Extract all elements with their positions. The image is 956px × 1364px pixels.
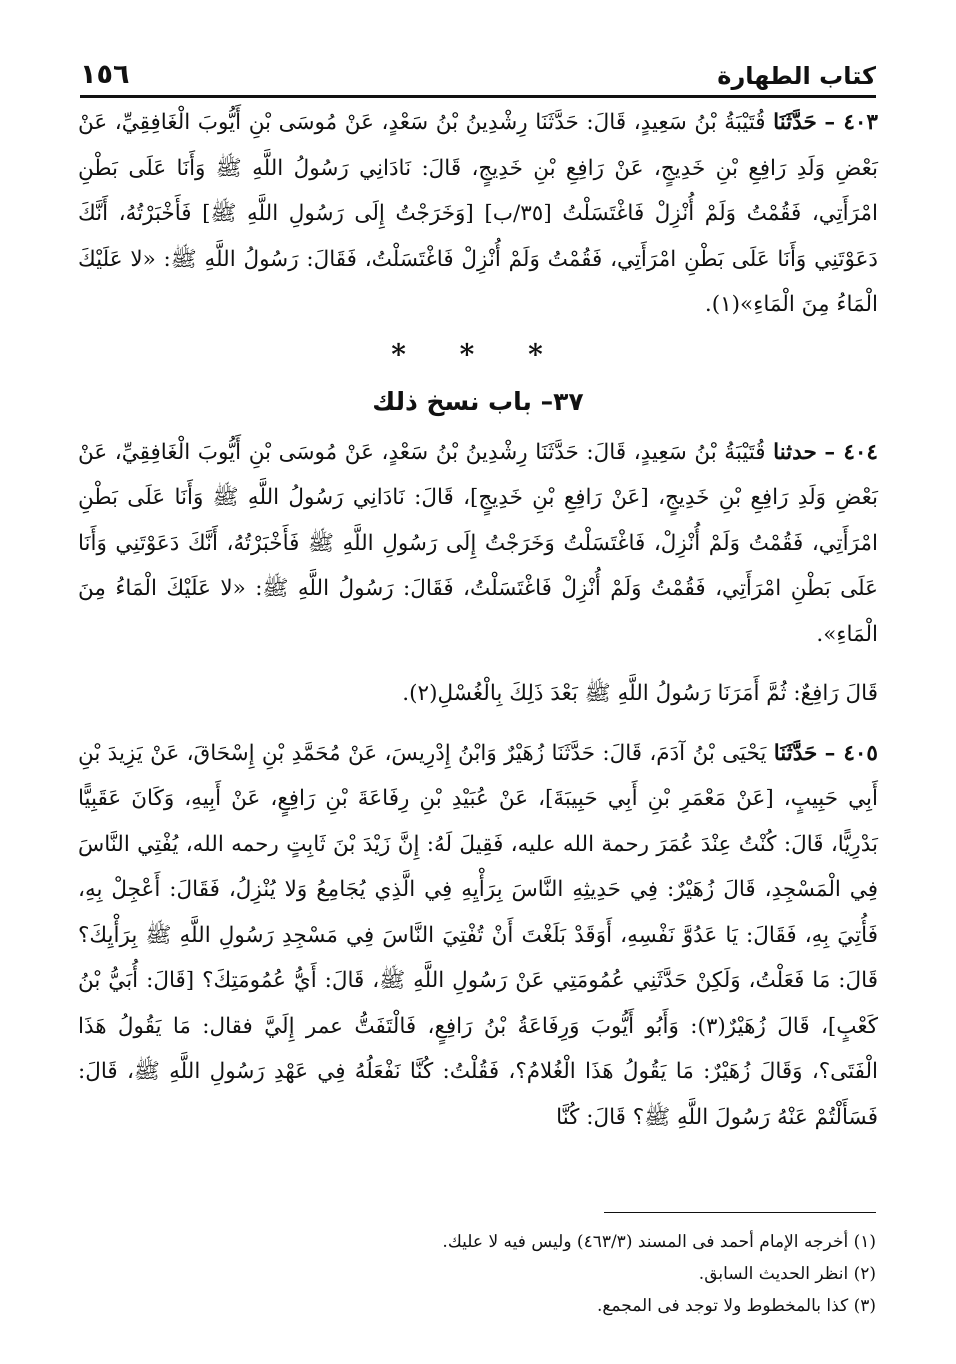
hadith-text: قُتَيْبَةُ بْنُ سَعِيدٍ، قَالَ: حَدَّثَنَا رِشْدِينُ بْنُ سَعْدٍ، عَنْ مُوسَى بْنِ أَيُّوبَ الْغَافِقِيِّ، عَنْ بَعْضِ وَلَدِ رَافِعِ بْنِ خَدِيجٍ، [عَنْ رَافِعِ بْنِ خَدِيجٍ]، قَالَ: نَادَانِي رَسُولُ اللَّهِ ﷺ وَأَنَا عَلَى بَطْنِ امْرَأَتِي، فَقُمْتُ وَلَمْ أُنْزِلْ، فَاغْتَسَلْتُ وَخَرَجْتُ إِلَى رَسُولِ اللَّهِ ﷺ فَأَخْبَرْتُهُ، أَنَّكَ دَعَوْتَنِي وَأَنَا عَلَى بَطْنِ امْرَأَتِي، فَقُمْتُ وَلَمْ أُنْزِلْ فَاغْتَسَلْتُ، فَقَالَ: رَسُولُ اللَّهِ ﷺ: «لا عَلَيْكَ الْمَاءُ مِنَ الْمَاءِ». (78, 439, 878, 647)
hadith-lead: حدثنا (773, 439, 817, 465)
page-header (80, 50, 876, 90)
spacer (78, 657, 878, 671)
hadith-text: يَحْيَى بْنُ آدَمَ، قَالَ: حَدَّثَنَا زُهَيْرٌ وَابْنُ إِدْرِيسَ، عَنْ مُحَمَّدِ بْنِ إِسْحَاقَ، عَنْ يَزِيدَ بْنِ أَبِي حَبِيبٍ، [عَنْ مَعْمَرِ بْنِ أَبِي حَبِيبَةَ]، عَنْ عُبَيْدِ بْنِ رِفَاعَةَ بْنِ رَافِعٍ، عَنْ أَبِيهِ، وَكَانَ عَقَبِيًّا بَدْرِيًّا، قَالَ: كُنْتُ عِنْدَ عُمَرَ رحمة الله عليه، فَقِيلَ لَهُ: إِنَّ زَيْدَ بْنَ ثَابِتٍ رحمه الله، يُفْتِي النَّاسَ فِي الْمَسْجِدِ، قَالَ زُهَيْرٌ: فِي حَدِيثِهِ النَّاسَ بِرَأْيِهِ فِي الَّذِي يُجَامِعُ وَلا يُنْزِلُ، فَقَالَ: أَعْجِلْ بِهِ، فَأُتِيَ بِهِ، فَقَالَ: يَا عَدُوَّ نَفْسِهِ، أَوَقَدْ بَلَغْتَ أَنْ تُفْتِيَ النَّاسَ فِي مَسْجِدِ رَسُولِ اللَّهِ ﷺ بِرَأْيِكَ؟ قَالَ: مَا فَعَلْتُ، وَلَكِنْ حَدَّثَنِي عُمُومَتِي عَنْ رَسُولِ اللَّهِ ﷺ، قَالَ: أَيُّ عُمُومَتِكَ؟ [قَالَ: أُبَيُّ بْنُ كَعْبٍ]، قَالَ زُهَيْرٌ(٣): وَأَبُو أَيُّوبَ وَرِفَاعَةُ بْنُ رَافِعٍ، فَالْتَفَتُّ عمر إِلَيَّ فقال: مَا يَقُولُ هَذَا الْفَتَى؟، وَقَالَ زُهَيْرٌ: مَا يَقُولُ هَذَا الْغُلامُ؟، فَقُلْتُ: كُنَّا نَفْعَلُهُ فِي عَهْدِ رَسُولِ اللَّهِ ﷺ، قَالَ: فَسَأَلْتُمْ عَنْهُ رَسُولَ اللَّهِ ﷺ؟ قَالَ: كُنَّا (78, 740, 879, 1130)
footnote-1: (١) أخرجه الإمام أحمد فى المسند (٤٦٣/٣) وليس فيه لا عليك. (442, 1232, 876, 1252)
hadith-number: ٤٠٥ – (824, 740, 878, 766)
hadith-lead: حَدَّثَنَا (773, 740, 818, 766)
section-separator: * * * (391, 337, 565, 371)
footnote-2: (٢) انظر الحديث السابق. (698, 1264, 876, 1284)
hadith-404 (78, 430, 878, 658)
header-rule (80, 95, 876, 98)
hadith-405 (78, 731, 878, 1141)
book-title: كتاب الطهارة (717, 62, 876, 90)
spacer (78, 717, 878, 731)
chapter-title: ٣٧– باب نسخ ذلك (372, 386, 584, 416)
hadith-lead: حَدَّثَنَا (773, 110, 817, 135)
hadith-number: ٤٠٣ – (824, 110, 878, 135)
hadith-number: ٤٠٤ – (824, 439, 878, 465)
rafi-statement: قَالَ رَافِعٌ: ثُمَّ أَمَرَنَا رَسُولُ اللَّهِ ﷺ بَعْدَ ذَلِكَ بِالْغُسْلِ(٢). (402, 681, 878, 706)
footnote-rule (604, 1212, 876, 1213)
hadith-403 (78, 100, 878, 328)
page-number: ١٥٦ (80, 59, 130, 90)
footnote-3: (٣) كذا بالمخطوط ولا توجد فى المجمع. (596, 1296, 876, 1316)
hadith-text: قُتَيْبَةُ بْنُ سَعِيدٍ، قَالَ: حَدَّثَنَا رِشْدِينُ بْنُ سَعْدٍ، عَنْ مُوسَى بْنِ أَيُّوبَ الْغَافِقِيِّ، عَنْ بَعْضِ وَلَدِ رَافِعِ بْنِ خَدِيجٍ، عَنْ رَافِعِ بْنِ خَدِيجٍ، قَالَ: نَادَانِي رَسُولُ اللَّهِ ﷺ وَأَنَا عَلَى بَطْنِ امْرَأَتِي، فَقُمْتُ وَلَمْ أُنْزِلْ فَاغْتَسَلْتُ [٣٥/ب] [وَخَرَجْتُ إِلَى رَسُولِ اللَّهِ ﷺ] فَأَخْبَرْتُهُ، أَنَّكَ دَعَوْتَنِي وَأَنَا عَلَى بَطْنِ امْرَأَتِي، فَقُمْتُ وَلَمْ أُنْزِلْ فَاغْتَسَلْتُ، فَقَالَ: رَسُولُ اللَّهِ ﷺ: «لا عَلَيْكَ الْمَاءُ مِنَ الْمَاءِ»(١). (78, 110, 879, 317)
footnotes (80, 1226, 876, 1322)
main-text (78, 100, 878, 1140)
